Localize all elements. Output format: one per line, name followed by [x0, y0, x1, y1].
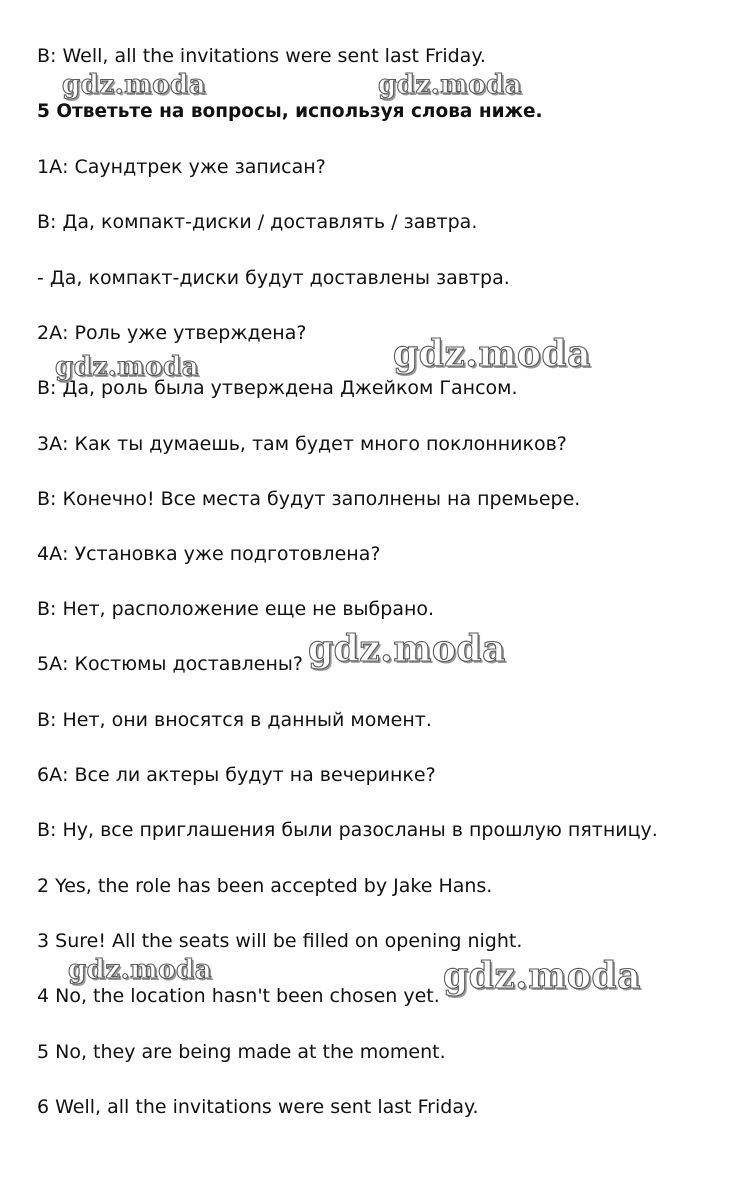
- text-line: 6 Well, all the invitations were sent last Friday.: [37, 1096, 479, 1118]
- watermark: gdz.moda: [62, 70, 207, 100]
- text-line: В: Ну, все приглашения были разосланы в прошлую пятницу.: [37, 819, 658, 841]
- text-line: 3 Sure! All the seats will be filled on opening night.: [37, 930, 523, 952]
- watermark: gdz.moda: [443, 955, 641, 997]
- watermark: gdz.moda: [68, 955, 213, 985]
- text-line: 1А: Саундтрек уже записан?: [37, 156, 326, 178]
- text-line: В: Да, роль была утверждена Джейком Гансом.: [37, 377, 518, 399]
- text-line: 2 Yes, the role has been accepted by Jake Hans.: [37, 875, 493, 897]
- text-line: 3А: Как ты думаешь, там будет много поклонников?: [37, 433, 567, 455]
- text-line: 5 No, they are being made at the moment.: [37, 1041, 446, 1063]
- watermark: gdz.moda: [393, 333, 591, 375]
- text-line: 5А: Костюмы доставлены?: [37, 653, 303, 675]
- watermark: gdz.moda: [378, 70, 523, 100]
- text-line: В: Нет, расположение еще не выбрано.: [37, 598, 435, 620]
- text-line: 2А: Роль уже утверждена?: [37, 322, 307, 344]
- text-line: B: Well, all the invitations were sent last Friday.: [37, 45, 486, 67]
- watermark: gdz.moda: [55, 352, 200, 382]
- text-line: В: Нет, они вносятся в данный момент.: [37, 709, 432, 731]
- text-line: В: Да, компакт-диски / доставлять / завтра.: [37, 211, 478, 233]
- watermark: gdz.moda: [308, 628, 506, 670]
- text-line: - Да, компакт-диски будут доставлены завтра.: [37, 267, 510, 289]
- text-line: 4А: Установка уже подготовлена?: [37, 543, 381, 565]
- text-line: 4 No, the location hasn't been chosen yet.: [37, 985, 440, 1007]
- text-line: 6А: Все ли актеры будут на вечеринке?: [37, 764, 436, 786]
- exercise-heading: 5 Ответьте на вопросы, используя слова ниже.: [37, 101, 543, 122]
- text-line: В: Конечно! Все места будут заполнены на премьере.: [37, 488, 581, 510]
